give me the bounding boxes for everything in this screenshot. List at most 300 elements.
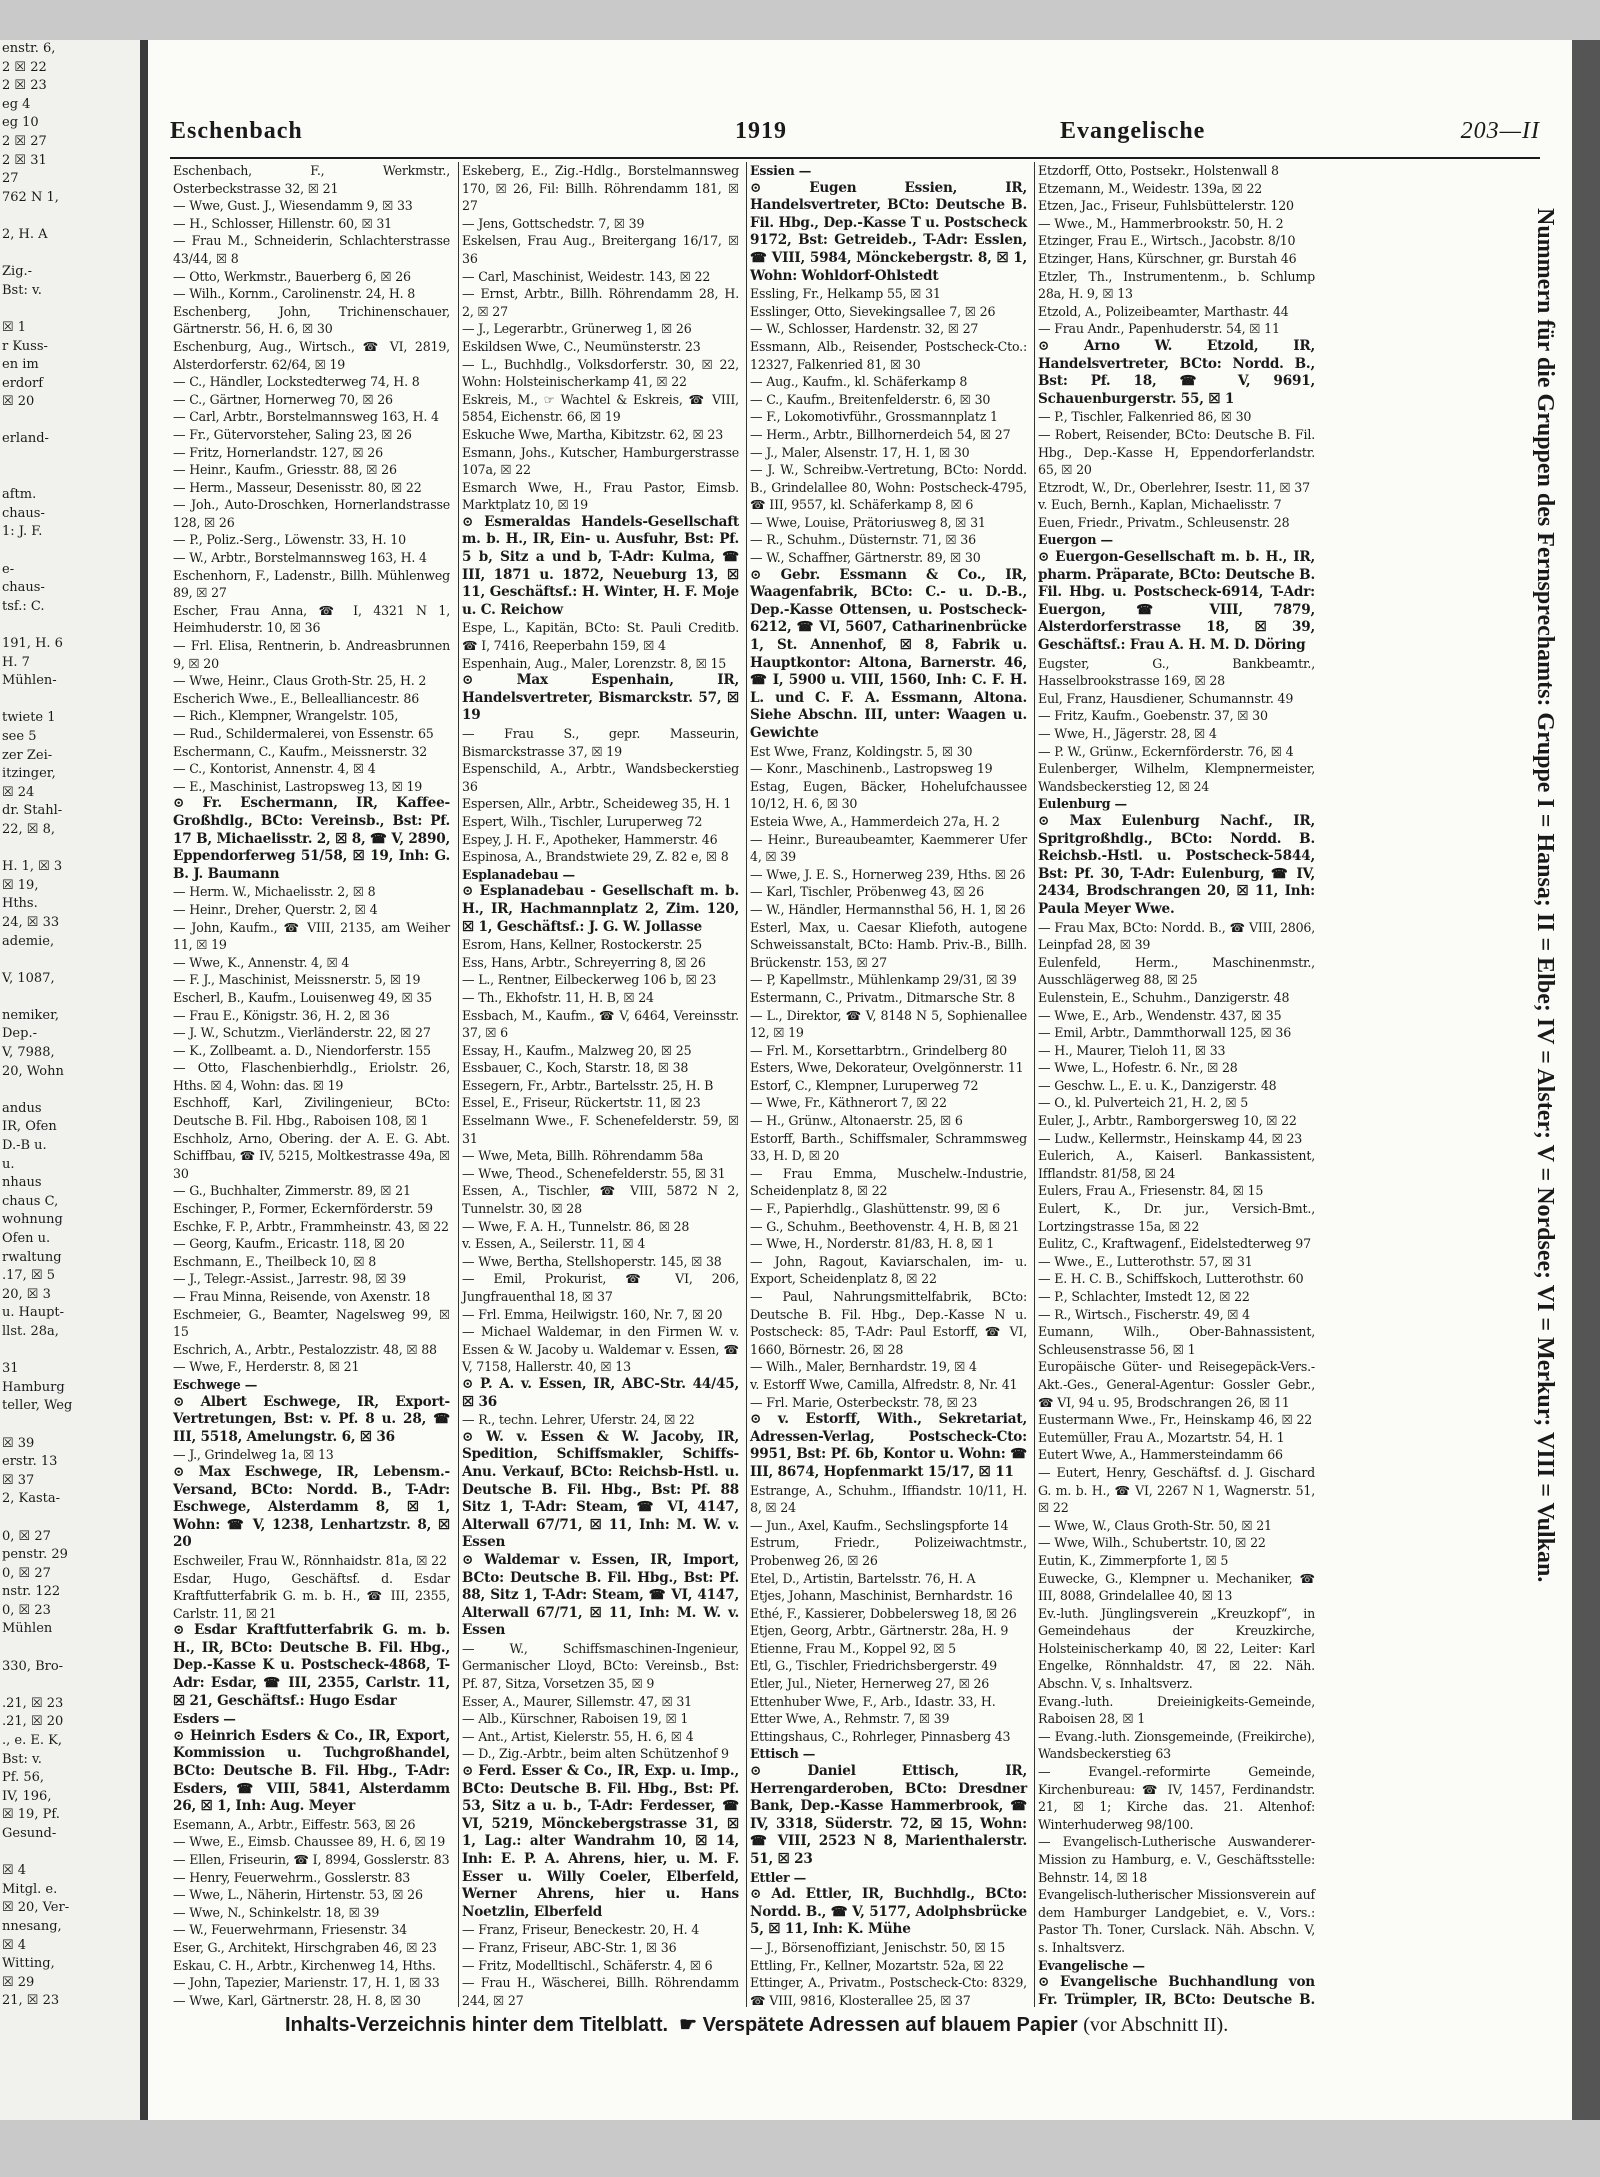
prev-page-fragment: 762 N 1, bbox=[2, 189, 59, 205]
directory-entry: — K., Zollbeamt. a. D., Niendorferstr. 155 bbox=[173, 1042, 431, 1058]
header-page-number: 203—II bbox=[1460, 118, 1540, 144]
directory-entry: — Wwe, Bertha, Stellshoperstr. 145, ☒ 38 bbox=[462, 1253, 722, 1269]
directory-entry: ⊙ Gebr. Essmann & Co., IR, Waagenfabrik, BCto: C.- u. D.-B., Dep.-Kasse Ottensen, u. Postscheck-6212, ☎ VI, 5607, Catharinenbrücke 1, St. Annenhof, ☒ 8, Fabrik u. Hauptkontor: Altona, Barnerstr. 46, ☎ I, 5900 u. VIII, 1560, Inh: C. F. H. L. und C. F. A. Essmann, Altona. Siehe Abschn. III, unter: Waagen u. Gewichte bbox=[750, 566, 1027, 741]
directory-entry: Esselmann Wwe., F. Schenefelderstr. 59, ☒ 31 bbox=[462, 1113, 739, 1146]
directory-entry: — Frl. Marie, Osterbeckstr. 78, ☒ 23 bbox=[750, 1394, 978, 1410]
prev-page-fragment: 2 ☒ 23 bbox=[2, 78, 47, 94]
directory-entry: Etzinger, Frau E., Wirtsch., Jacobstr. 8/10 bbox=[1038, 233, 1296, 249]
column-4 bbox=[1034, 162, 1318, 2007]
prev-page-fragment bbox=[0, 1509, 140, 1528]
directory-entry: Evangelisch-lutherischer Missionsverein auf dem Hamburger Landgebiet, e. V., Vors.: Pastor Th. Toner, Curslack. Näh. Abschn. V, s. Inhaltsverz. bbox=[1038, 1887, 1315, 1955]
prev-page-fragment: eg 10 bbox=[2, 115, 39, 131]
directory-entry: Escherich Wwe., E., Bellealliancestr. 86 bbox=[173, 690, 420, 706]
prev-page-fragment: erland- bbox=[2, 431, 49, 447]
previous-page-fragment bbox=[0, 40, 148, 2120]
directory-entry: — P., Schlachter, Imstedt 12, ☒ 22 bbox=[1038, 1289, 1250, 1304]
directory-entry: — F., Lokomotivführ., Grossmannplatz 1 bbox=[750, 409, 998, 425]
directory-entry: Etienne, Frau M., Koppel 92, ☒ 5 bbox=[750, 1640, 956, 1656]
directory-entry: — Henry, Feuerwehrm., Gosslerstr. 83 bbox=[173, 1869, 411, 1885]
prev-page-fragment bbox=[0, 1844, 140, 1863]
directory-entry: ⊙ Max Eschwege, IR, Lebensm.-Versand, BCto: Nordd. B., T-Adr: Eschwege, Alsterdamm 8, ☒ 1, Wohn: ☎ V, 1238, Lenhartzstr. 8, ☒ 20 bbox=[173, 1463, 450, 1551]
directory-entry: — Evang.-luth. Zionsgemeinde, (Freikirche), Wandsbeckerstieg 63 bbox=[1038, 1728, 1315, 1762]
directory-entry: — Carl, Arbtr., Borstelmannsweg 163, H. 4 bbox=[173, 409, 439, 425]
directory-entry: — J., Maler, Alsenstr. 17, H. 1, ☒ 30 bbox=[750, 444, 970, 460]
directory-entry: — Jens, Gottschedstr. 7, ☒ 39 bbox=[462, 215, 645, 231]
prev-page-fragment bbox=[0, 412, 140, 431]
directory-entry: — Fr., Gütervorsteher, Saling 23, ☒ 26 bbox=[173, 426, 412, 442]
directory-entry: — Frau H., Wäscherei, Billh. Röhrendamm 244, ☒ 27 bbox=[462, 1975, 739, 2007]
directory-entry: Estermann, C., Privatm., Ditmarsche Str. 8 bbox=[750, 989, 1015, 1005]
prev-page-fragment: ☒ 39 bbox=[2, 1435, 35, 1451]
directory-entry: — Fritz, Kaufm., Goebenstr. 37, ☒ 30 bbox=[1038, 708, 1268, 724]
directory-entry: Eser, G., Architekt, Hirschgraben 46, ☒ 23 bbox=[173, 1939, 437, 1955]
directory-entry: Esdar, Hugo, Geschäftsf. d. Esdar Kraftfutterfabrik G. m. b. H., ☎ III, 2355, Carlstr. 11, ☒ 21 bbox=[173, 1570, 450, 1621]
directory-entry: — E. H. C. B., Schiffskoch, Lutterothstr. 60 bbox=[1038, 1271, 1304, 1287]
directory-entry: — Frau Andr., Papenhuderstr. 54, ☒ 11 bbox=[1038, 321, 1280, 337]
directory-entry: — Wwe, N., Schinkelstr. 18, ☒ 39 bbox=[173, 1904, 380, 1920]
directory-entry: — R., techn. Lehrer, Uferstr. 24, ☒ 22 bbox=[462, 1412, 695, 1428]
directory-entry: — P., Tischler, Falkenried 86, ☒ 30 bbox=[1038, 409, 1252, 425]
prev-page-fragment: ☒ 4 bbox=[2, 1863, 27, 1879]
directory-entry: Esteia Wwe, A., Hammerdeich 27a, H. 2 bbox=[750, 813, 1000, 829]
directory-entry: — H., Maurer, Tieloh 11, ☒ 33 bbox=[1038, 1042, 1226, 1058]
directory-entry: — Otto, Flaschenbierhdlg., Eriolstr. 26, Hths. ☒ 4, Wohn: das. ☒ 19 bbox=[173, 1060, 450, 1093]
directory-entry: — D., Zig.-Arbtr., beim alten Schützenhof 9 bbox=[462, 1746, 729, 1762]
prev-page-fragment: nemiker, bbox=[2, 1007, 60, 1023]
directory-entry: — Frau Minna, Reisende, von Axenstr. 18 bbox=[173, 1289, 431, 1304]
prev-page-fragment: ., e. E. K, bbox=[2, 1733, 62, 1749]
directory-entry: Escher, Frau Anna, ☎ I, 4321 N 1, Heimhuderstr. 10, ☒ 36 bbox=[173, 602, 450, 636]
directory-entry: ⊙ Heinrich Esders & Co., IR, Export, Kommission u. Tuchgroßhandel, BCto: Deutsche B. Fil. Hbg., T-Adr: Esders, ☎ VIII, 5841, Alsterdamm 26, ☒ 1, Inh: Aug. Meyer bbox=[173, 1727, 450, 1815]
prev-page-fragment bbox=[0, 1639, 140, 1658]
directory-entry: — R., Schuhm., Düsternstr. 71, ☒ 36 bbox=[750, 532, 976, 548]
directory-entry: Eschmeier, G., Beamter, Nagelsweg 99, ☒ 15 bbox=[173, 1306, 450, 1340]
directory-entry: — Frau M., Schneiderin, Schlachterstrasse 43/44, ☒ 8 bbox=[173, 233, 450, 266]
header-right-word: Evangelische bbox=[1060, 118, 1206, 144]
prev-page-fragment bbox=[0, 1081, 140, 1100]
directory-entry: — Fritz, Modelltischl., Schäferstr. 4, ☒ 6 bbox=[462, 1957, 713, 1973]
prev-page-fragment: 2, Kasta- bbox=[2, 1491, 61, 1507]
prev-page-fragment: e- bbox=[2, 561, 15, 577]
directory-entry: Est Wwe, Franz, Koldingstr. 5, ☒ 30 bbox=[750, 743, 973, 759]
directory-entry: — C., Kaufm., Breitenfelderstr. 6, ☒ 30 bbox=[750, 391, 991, 407]
directory-entry: Essbauer, C., Koch, Starstr. 18, ☒ 38 bbox=[462, 1060, 689, 1076]
directory-entry: Eulert, K., Dr. jur., Versich-Bmt., Lortzingstrasse 15a, ☒ 22 bbox=[1038, 1201, 1315, 1234]
directory-entry: Etter Wwe, A., Rehmstr. 7, ☒ 39 bbox=[750, 1711, 950, 1727]
directory-entry: — Frl. Emma, Heilwigstr. 160, Nr. 7, ☒ 20 bbox=[462, 1306, 723, 1322]
directory-entry: Eskelsen, Frau Aug., Breitergang 16/17, ☒ 36 bbox=[462, 233, 739, 266]
directory-entry: — Joh., Auto-Droschken, Hornerlandstrasse 128, ☒ 26 bbox=[173, 497, 450, 530]
book-gutter bbox=[140, 40, 148, 2120]
directory-entry: — Ludw., Kellermstr., Heinskamp 44, ☒ 23 bbox=[1038, 1130, 1303, 1146]
directory-entry: — J., Telegr.-Assist., Jarrestr. 98, ☒ 39 bbox=[173, 1271, 406, 1287]
prev-page-fragment: llst. 28a, bbox=[2, 1323, 59, 1339]
prev-page-fragment: chaus- bbox=[2, 580, 45, 596]
directory-entry: ⊙ Evangelische Buchhandlung von Fr. Trümpler, IR, BCto: Deutsche B. bbox=[1038, 1974, 1315, 2007]
prev-page-fragment: Mühlen bbox=[2, 1621, 53, 1637]
directory-entry: Etzler, Th., Instrumentenm., b. Schlump 28a, H. 9, ☒ 13 bbox=[1038, 268, 1315, 302]
prev-page-fragment: dr. Stahl- bbox=[2, 803, 63, 819]
prev-page-fragment: ☒ 37 bbox=[2, 1472, 35, 1488]
directory-entry: — Karl, Tischler, Pröbenweg 43, ☒ 26 bbox=[750, 884, 984, 900]
prev-page-fragment bbox=[0, 300, 140, 319]
prev-page-fragment: Ofen u. bbox=[2, 1231, 51, 1246]
directory-entry: — C., Gärtner, Hornerweg 70, ☒ 26 bbox=[173, 391, 393, 407]
directory-entry: ⊙ Esdar Kraftfutterfabrik G. m. b. H., IR, BCto: Deutsche B. Fil. Hbg., Dep.-Kasse K u. Postscheck-4868, T-Adr: Esdar, ☎ III, 2355, Carlstr. 11, ☒ 21, Geschäftsf.: Hugo Esdar bbox=[173, 1622, 450, 1709]
directory-entry: — Robert, Reisender, BCto: Deutsche B. Fil. Hbg., Dep.-Kasse H, Eppendorferlandstr. 65, ☒ 20 bbox=[1038, 426, 1315, 478]
directory-entry: Etzdorff, Otto, Postsekr., Holstenwall 8 bbox=[1038, 163, 1279, 178]
directory-entry: Espenschild, A., Arbtr., Wandsbeckerstieg 36 bbox=[462, 761, 739, 794]
directory-entry: Essegern, Fr., Arbtr., Bartelsstr. 25, H. B bbox=[462, 1077, 714, 1093]
directory-entry: — Evangel.-reformirte Gemeinde, Kirchenbureau: ☎ IV, 1457, Ferdinandstr. 21, ☒ 1; Kirche das. 21. Altenhof: Winterhuderweg 98/100. bbox=[1038, 1764, 1315, 1832]
directory-entry: Esplanadebau — bbox=[462, 866, 575, 882]
directory-entry: — Evangelisch-Lutherische Auswanderer-Mission zu Hamburg, e. V., Geschäftsstelle: Behnstr. 14, ☒ 18 bbox=[1038, 1834, 1315, 1885]
directory-entry: — Wwe, F., Herderstr. 8, ☒ 21 bbox=[173, 1359, 360, 1375]
prev-page-fragment: 2 ☒ 27 bbox=[2, 133, 47, 149]
prev-page-fragment: Bst: v. bbox=[2, 1751, 42, 1767]
directory-entry: Eschermann, C., Kaufm., Meissnerstr. 32 bbox=[173, 743, 428, 759]
prev-page-fragment: itzinger, bbox=[2, 766, 56, 782]
directory-entry: — J. W., Schutzm., Vierländerstr. 22, ☒ 27 bbox=[173, 1025, 431, 1041]
directory-entry: Eulers, Frau A., Friesenstr. 84, ☒ 15 bbox=[1038, 1183, 1264, 1199]
directory-entry: — J., Börsenoffiziant, Jenischstr. 50, ☒ 15 bbox=[750, 1939, 1006, 1955]
directory-entry: Eumann, Wilh., Ober-Bahnassistent, Schleusenstrasse 56, ☒ 1 bbox=[1038, 1324, 1315, 1357]
directory-entry: Eugster, G., Bankbeamtr., Hasselbrookstrasse 169, ☒ 28 bbox=[1038, 655, 1315, 689]
directory-entry: Espey, J. H. F., Apotheker, Hammerstr. 46 bbox=[462, 831, 718, 847]
prev-page-fragment: nstr. 122 bbox=[2, 1584, 61, 1600]
prev-page-fragment: ☒ 20, Ver- bbox=[2, 1900, 70, 1916]
directory-entry: — Jun., Axel, Kaufm., Sechslingspforte 14 bbox=[750, 1517, 1009, 1533]
directory-entry: Esmann, Johs., Kutscher, Hamburgerstrasse 107a, ☒ 22 bbox=[462, 444, 739, 478]
directory-entry: — Wwe, H., Jägerstr. 28, ☒ 4 bbox=[1038, 726, 1217, 741]
directory-entry: — Wwe, Theod., Schenefelderstr. 55, ☒ 31 bbox=[462, 1165, 726, 1181]
prev-page-fragment: nnesang, bbox=[2, 1918, 62, 1934]
directory-entry: ⊙ Daniel Ettisch, IR, Herrengarderoben, BCto: Dresdner Bank, Dep.-Kasse Hammerbrook, ☎ IV, 3318, Süderstr. 72, ☒ 15, Wohn: ☎ VIII, 2523 N 8, Marienthalerstr. 51, ☒ 23 bbox=[750, 1763, 1027, 1867]
prev-page-fragment: ☒ 20 bbox=[2, 394, 35, 410]
prev-page-fragment: u. Haupt- bbox=[2, 1305, 65, 1321]
directory-entry: ⊙ Fr. Eschermann, IR, Kaffee-Großhdlg., BCto: Vereinsb., Bst: Pf. 17 B, Michaelisstr. 2, ☒ 8, ☎ V, 2890, Eppendorferweg 51/58, ☒ 19, Inh: G. B. J. Baumann bbox=[173, 795, 450, 882]
prev-page-fragment: wohnung bbox=[2, 1212, 63, 1228]
directory-entry: Eulerich, A., Kaiserl. Bankassistent, Ifflandstr. 81/58, ☒ 24 bbox=[1038, 1148, 1315, 1181]
column-1 bbox=[170, 162, 453, 2007]
directory-entry: — Wilh., Kornm., Carolinenstr. 24, H. 8 bbox=[173, 286, 416, 302]
prev-page-fragment: 0, ☒ 23 bbox=[2, 1602, 51, 1618]
directory-entry: — John, Kaufm., ☎ VIII, 2135, am Weiher 11, ☒ 19 bbox=[173, 919, 450, 953]
side-margin-text: Nummern für die Gruppen des Fernsprechamts: Gruppe I = Hansa; II = Elbe; IV = Alster; V = Nordsee; VI = Merkur; VIII = Vulkan. bbox=[1532, 208, 1558, 1583]
directory-entry: Eschhoff, Karl, Zivilingenieur, BCto: Deutsche B. Fil. Hbg., Raboisen 108, ☒ 1 bbox=[173, 1095, 450, 1129]
prev-page-fragment: en im bbox=[2, 357, 39, 373]
prev-page-fragment: H. 7 bbox=[2, 654, 30, 670]
directory-entry: — Konr., Maschinenb., Lastropsweg 19 bbox=[750, 761, 993, 777]
directory-entry: Escherl, B., Kaufm., Louisenweg 49, ☒ 35 bbox=[173, 989, 432, 1005]
prev-page-fragment: ☒ 29 bbox=[2, 1974, 35, 1990]
directory-entry: — John, Tapezier, Marienstr. 17, H. 1, ☒ 33 bbox=[173, 1975, 440, 1991]
prev-page-fragment: ☒ 19, Pf. bbox=[2, 1807, 60, 1823]
directory-entry: Euen, Friedr., Privatm., Schleusenstr. 28 bbox=[1038, 514, 1290, 530]
directory-entry: Ettisch — bbox=[750, 1746, 816, 1762]
directory-entry: Espert, Wilh., Tischler, Luruperweg 72 bbox=[462, 813, 703, 829]
directory-entry: — Rich., Klempner, Wrangelstr. 105, bbox=[173, 708, 399, 724]
prev-page-fragment: Pf. 56, bbox=[2, 1770, 45, 1786]
directory-entry: ⊙ Eugen Essien, IR, Handelsvertreter, BCto: Deutsche B. Fil. Hbg., Dep.-Kasse T u. Postscheck 9172, Bst: Getreideb., T-Adr: Esslen, ☎ VIII, 5984, Mönckebergstr. 8, ☒ 1, Wohn: Wohldorf-Ohlstedt bbox=[750, 179, 1027, 284]
directory-entry: — Franz, Friseur, ABC-Str. 1, ☒ 36 bbox=[462, 1939, 677, 1955]
directory-entry: Eschenbach, F., Werkmstr., Osterbeckstrasse 32, ☒ 21 bbox=[173, 163, 450, 196]
directory-entry: Eulenberger, Wilhelm, Klempnermeister, Wandsbeckerstieg 12, ☒ 24 bbox=[1038, 761, 1315, 794]
directory-entry: Ettingshaus, C., Rohrleger, Pinnasberg 43 bbox=[750, 1728, 1011, 1744]
directory-entry: — Wwe, K., Annenstr. 4, ☒ 4 bbox=[173, 954, 350, 970]
prev-page-fragment: chaus- bbox=[2, 505, 45, 521]
directory-entry: — W., Schlosser, Hardenstr. 32, ☒ 27 bbox=[750, 321, 979, 337]
directory-entry: — Herm., Masseur, Desenisstr. 80, ☒ 22 bbox=[173, 479, 422, 495]
directory-entry: — Ellen, Friseurin, ☎ I, 8994, Gosslerstr. 83 bbox=[173, 1852, 450, 1867]
directory-entry: — Fritz, Hornerlandstr. 127, ☒ 26 bbox=[173, 444, 383, 460]
directory-entry: Essay, H., Kaufm., Malzweg 20, ☒ 25 bbox=[462, 1042, 692, 1058]
directory-entry: — P., Poliz.-Serg., Löwenstr. 33, H. 10 bbox=[173, 532, 406, 548]
directory-entry: Eulenburg — bbox=[1038, 796, 1127, 812]
directory-entry: — L., Rentner, Eilbeckerweg 106 b, ☒ 23 bbox=[462, 972, 717, 988]
prev-page-fragment: chaus C, bbox=[2, 1193, 59, 1209]
directory-entry: Eschenberg, John, Trichinenschauer, Gärtnerstr. 56, H. 6, ☒ 30 bbox=[173, 303, 450, 337]
directory-entry: — Wwe, Fr., Käthnerort 7, ☒ 22 bbox=[750, 1095, 947, 1111]
directory-entry: — J., Grindelweg 1a, ☒ 13 bbox=[173, 1447, 334, 1463]
prev-page-fragment: u. bbox=[2, 1156, 15, 1172]
directory-entry: — G., Schuhm., Beethovenstr. 4, H. B, ☒ 21 bbox=[750, 1218, 1020, 1234]
header-rule bbox=[170, 157, 1540, 159]
prev-page-fragment: 27 bbox=[2, 171, 19, 187]
directory-entry: — P. W., Grünw., Eckernförderstr. 76, ☒ 4 bbox=[1038, 743, 1294, 759]
prev-page-fragment: 2 ☒ 22 bbox=[2, 59, 47, 75]
footer-late-addresses: Verspätete Adressen auf blauem Papier bbox=[702, 2014, 1078, 2036]
directory-entry: — Wwe, L., Näherin, Hirtenstr. 53, ☒ 26 bbox=[173, 1887, 423, 1903]
prev-page-fragment bbox=[0, 1342, 140, 1361]
directory-entry: Essien — bbox=[750, 163, 812, 178]
directory-entry: Ess, Hans, Arbtr., Schreyerring 8, ☒ 26 bbox=[462, 954, 706, 970]
prev-page-fragment: ademie, bbox=[2, 933, 55, 949]
directory-entry: Esters, Wwe, Dekorateur, Ovelgönnerstr. 11 bbox=[750, 1060, 1024, 1076]
directory-entry: — Wwe, Wilh., Schubertstr. 10, ☒ 22 bbox=[1038, 1535, 1266, 1551]
directory-entry: — Wwe, E., Eimsb. Chaussee 89, H. 6, ☒ 19 bbox=[173, 1834, 446, 1850]
directory-entry: Ettler — bbox=[750, 1869, 807, 1885]
prev-page-fragment: 0, ☒ 27 bbox=[2, 1528, 51, 1544]
directory-entry: — Wwe., E., Lutterothstr. 57, ☒ 31 bbox=[1038, 1253, 1253, 1269]
prev-page-fragment: IR, Ofen bbox=[2, 1119, 57, 1135]
directory-entry: Estag, Eugen, Bäcker, Hohelufchaussee 10/12, H. 6, ☒ 30 bbox=[750, 778, 1027, 812]
directory-entry: Etzemann, M., Weidestr. 139a, ☒ 22 bbox=[1038, 180, 1263, 196]
prev-page-fragment: andus bbox=[2, 1100, 42, 1116]
directory-entry: — Ant., Artist, Kielerstr. 55, H. 6, ☒ 4 bbox=[462, 1728, 694, 1744]
directory-entry: — Alb., Kürschner, Raboisen 19, ☒ 1 bbox=[462, 1711, 689, 1727]
prev-page-fragment bbox=[0, 616, 140, 635]
directory-entry: Espinosa, A., Brandstwiete 29, Z. 82 e, ☒ 8 bbox=[462, 849, 729, 865]
prev-page-fragment: IV, 196, bbox=[2, 1788, 52, 1804]
directory-entry: ⊙ Max Espenhain, IR, Handelsvertreter, Bismarckstr. 57, ☒ 19 bbox=[462, 672, 739, 724]
directory-entry: Eschwege — bbox=[173, 1376, 258, 1392]
directory-entry: — Geschw. L., E. u. K., Danzigerstr. 48 bbox=[1038, 1077, 1277, 1093]
directory-entry: Estorff, Barth., Schiffsmaler, Schrammsweg 33, H. D, ☒ 20 bbox=[750, 1130, 1027, 1164]
directory-entry: — Wwe, Gust. J., Wiesendamm 9, ☒ 33 bbox=[173, 198, 413, 214]
directory-entry: — W., Händler, Hermannsthal 56, H. 1, ☒ 26 bbox=[750, 901, 1026, 917]
directory-entry: — Heinr., Dreher, Querstr. 2, ☒ 4 bbox=[173, 901, 378, 917]
directory-entry: — H., Schlosser, Hillenstr. 60, ☒ 31 bbox=[173, 215, 392, 231]
prev-page-fragment: rwaltung bbox=[2, 1249, 62, 1265]
directory-entry: — Wwe, F. A. H., Tunnelstr. 86, ☒ 28 bbox=[462, 1218, 690, 1234]
directory-entry: Essbach, M., Kaufm., ☎ V, 6464, Vereinsstr. 37, ☒ 6 bbox=[462, 1007, 739, 1041]
directory-entry: v. Euch, Bernh., Kaplan, Michaelisstr. 7 bbox=[1038, 497, 1282, 513]
prev-page-fragment bbox=[0, 1416, 140, 1435]
directory-entry: — Wwe, Karl, Gärtnerstr. 28, H. 8, ☒ 30 bbox=[173, 1992, 421, 2007]
directory-entry: Espersen, Allr., Arbtr., Scheideweg 35, H. 1 bbox=[462, 796, 732, 812]
directory-entry: — W., Feuerwehrmann, Friesenstr. 34 bbox=[173, 1922, 407, 1938]
prev-page-fragment bbox=[0, 449, 140, 468]
directory-entry: — Eutert, Henry, Geschäftsf. d. J. Gischard G. m. b. H., ☎ VI, 2267 N 1, Wagnerstr. 51, ☒ 22 bbox=[1038, 1464, 1315, 1516]
directory-entry: Euergon — bbox=[1038, 532, 1113, 548]
directory-entry: Eutemüller, Frau A., Mozartstr. 54, H. 1 bbox=[1038, 1429, 1285, 1445]
prev-page-fragment bbox=[0, 840, 140, 859]
directory-entry: — Wwe, Heinr., Claus Groth-Str. 25, H. 2 bbox=[173, 673, 427, 689]
page-footer bbox=[285, 2012, 1228, 2037]
prev-page-fragment bbox=[0, 1676, 140, 1695]
directory-entry: Etzinger, Hans, Kürschner, gr. Burstah 46 bbox=[1038, 250, 1297, 266]
directory-entry: Ethé, F., Kassierer, Dobbelersweg 18, ☒ 26 bbox=[750, 1605, 1017, 1621]
prev-page-fragment: ☒ 19, bbox=[2, 877, 39, 893]
directory-entry: — Emil, Arbtr., Dammthorwall 125, ☒ 36 bbox=[1038, 1025, 1292, 1041]
directory-entry: — R., Wirtsch., Fischerstr. 49, ☒ 4 bbox=[1038, 1306, 1250, 1322]
directory-entry: — Frl. Elisa, Rentnerin, b. Andreasbrunnen 9, ☒ 20 bbox=[173, 638, 450, 671]
directory-entry: Essling, Fr., Helkamp 55, ☒ 31 bbox=[750, 286, 941, 302]
prev-page-fragment: 191, H. 6 bbox=[2, 636, 63, 651]
directory-entry: — J., Legerarbtr., Grünerweg 1, ☒ 26 bbox=[462, 321, 692, 337]
prev-page-fragment: r Kuss- bbox=[2, 338, 48, 354]
directory-entry: ⊙ P. A. v. Essen, IR, ABC-Str. 44/45, ☒ 36 bbox=[462, 1375, 739, 1410]
directory-entry: Eschweiler, Frau W., Rönnhaidstr. 81a, ☒ 22 bbox=[173, 1552, 447, 1568]
directory-entry: ⊙ v. Estorff, With., Sekretariat, Adressen-Verlag, Postscheck-Cto: 9951, Bst: Pf. 6b, Kontor u. Wohn: ☎ III, 8674, Hopfenmarkt 15/17, ☒ 11 bbox=[750, 1411, 1027, 1480]
directory-entry: Euwecke, G., Klempner u. Mechaniker, ☎ III, 8088, Grindelallee 40, ☒ 13 bbox=[1038, 1570, 1315, 1604]
directory-entry: — E., Maschinist, Lastropsweg 13, ☒ 19 bbox=[173, 778, 423, 794]
directory-entry: Eustermann Wwe., Fr., Heinskamp 46, ☒ 22 bbox=[1038, 1412, 1313, 1428]
prev-page-fragment: Dep.- bbox=[2, 1026, 37, 1042]
directory-entry: — Frl. M., Korsettarbtrn., Grindelberg 80 bbox=[750, 1042, 1007, 1058]
directory-entry: — Carl, Maschinist, Weidestr. 143, ☒ 22 bbox=[462, 268, 711, 284]
prev-page-fragment: ☒ 1 bbox=[2, 319, 27, 335]
header-year: 1919 bbox=[735, 118, 787, 144]
pointing-hand-icon: ☛ bbox=[679, 2014, 698, 2036]
directory-entry: — P, Kapellmstr., Mühlenkamp 29/31, ☒ 39 bbox=[750, 972, 1017, 988]
directory-entry: — Wwe, W., Claus Groth-Str. 50, ☒ 21 bbox=[1038, 1517, 1272, 1533]
prev-page-fragment: 21, ☒ 23 bbox=[2, 1993, 60, 2009]
directory-entry: — G., Buchhalter, Zimmerstr. 89, ☒ 21 bbox=[173, 1183, 411, 1199]
prev-page-fragment: tsf.: C. bbox=[2, 598, 45, 614]
directory-entry: Essel, E., Friseur, Rückertstr. 11, ☒ 23 bbox=[462, 1095, 701, 1111]
directory-entry: — Michael Waldemar, in den Firmen W. v. Essen & W. Jacoby u. Waldemar v. Essen, ☎ V, 7158, Hallerstr. 40, ☒ 13 bbox=[462, 1324, 739, 1375]
directory-entry: Evangelische — bbox=[1038, 1957, 1145, 1973]
prev-page-fragment: 0, ☒ 27 bbox=[2, 1565, 51, 1581]
directory-entry: ⊙ Esmeraldas Handels-Gesellschaft m. b. H., IR, Ein- u. Ausfuhr, Bst: Pf. 5 b, Sitz a und b, T-Adr: Kulma, ☎ III, 1871 u. 1872, Neueburg 13, ☒ 11, Geschäftsf.: H. Winter, H. F. Moje u. C. Reichow bbox=[462, 513, 739, 618]
directory-entry: — Wwe, H., Norderstr. 81/83, H. 8, ☒ 1 bbox=[750, 1236, 995, 1252]
prev-page-fragment: enstr. 6, bbox=[2, 41, 56, 56]
directory-entry: — Paul, Nahrungsmittelfabrik, BCto: Deutsche B. Fil. Hbg., Dep.-Kasse N u. Postscheck: 85, T-Adr: Paul Estorff, ☎ VI, 1660, Börnestr. 26, ☒ 28 bbox=[750, 1289, 1027, 1357]
directory-entry: Eschmann, E., Theilbeck 10, ☒ 8 bbox=[173, 1253, 377, 1269]
prev-page-fragment: .21, ☒ 23 bbox=[2, 1695, 64, 1711]
directory-entry: — Emil, Prokurist, ☎ VI, 206, Jungfrauenthal 18, ☒ 37 bbox=[462, 1271, 739, 1304]
directory-entry: ⊙ Esplanadebau - Gesellschaft m. b. H., IR, Hachmannplatz 2, Zim. 120, ☒ 1, Geschäftsf.: J. G. W. Jollasse bbox=[462, 883, 739, 935]
side-margin-note bbox=[1520, 208, 1568, 1768]
directory-entry: Eulitz, C., Kraftwagenf., Eidelstedterweg 97 bbox=[1038, 1236, 1311, 1252]
directory-entry: — Wwe, Louise, Prätoriusweg 8, ☒ 31 bbox=[750, 514, 986, 530]
prev-page-fragment: 330, Bro- bbox=[2, 1658, 64, 1674]
directory-entry: Esrom, Hans, Kellner, Rostockerstr. 25 bbox=[462, 937, 702, 953]
directory-entry: — Otto, Werkmstr., Bauerberg 6, ☒ 26 bbox=[173, 268, 411, 284]
prev-page-fragment: erdorf bbox=[2, 375, 44, 391]
directory-entry: Esslinger, Otto, Sievekingsallee 7, ☒ 26 bbox=[750, 303, 996, 319]
directory-entry: — W., Schiffsmaschinen-Ingenieur, Germanischer Lloyd, BCto: Vereinsb., Bst: Pf. 87, Sitza, Vorsetzen 35, ☒ 9 bbox=[462, 1640, 739, 1692]
footer-index-note: Inhalts-Verzeichnis hinter dem Titelblatt. bbox=[285, 2014, 669, 2036]
directory-entry: Ettinger, A., Privatm., Postscheck-Cto: 8329, ☎ VIII, 9816, Klosterallee 25, ☒ 37 bbox=[750, 1975, 1027, 2007]
prev-page-fragment: V, 7988, bbox=[2, 1045, 55, 1061]
directory-entry: Eulenstein, E., Schuhm., Danzigerstr. 48 bbox=[1038, 989, 1290, 1005]
directory-columns bbox=[170, 162, 1320, 2007]
prev-page-fragment: eg 4 bbox=[2, 96, 31, 112]
directory-entry: Etler, Jul., Nieter, Hernerweg 27, ☒ 26 bbox=[750, 1676, 990, 1692]
prev-page-fragment: Mitgl. e. bbox=[2, 1881, 58, 1897]
directory-entry: ⊙ W. v. Essen & W. Jacoby, IR, Spedition, Schiffsmakler, Schiffs-Anu. Verkauf, BCto: Reichsb-Hstl. u. Deutsche B. Fil. Hbg., Bst: Pf. 88 Sitz 1, T-Adr: Steam, ☎ VI, 4147, Alterwall 67/71, ☒ 11, Inh: M. W. v. Essen bbox=[462, 1428, 739, 1551]
directory-entry: Etl, G., Tischler, Friedrichsbergerstr. 49 bbox=[750, 1658, 997, 1674]
directory-entry: Etzen, Jac., Friseur, Fuhlsbüttelerstr. 120 bbox=[1038, 198, 1294, 214]
directory-entry: — Rud., Schildermalerei, von Essenstr. 65 bbox=[173, 726, 434, 741]
directory-entry: Etjen, Georg, Arbtr., Gärtnerstr. 28a, H. 9 bbox=[750, 1623, 1009, 1639]
prev-page-fragment bbox=[0, 207, 140, 226]
prev-page-fragment: aftm. bbox=[2, 487, 37, 503]
directory-entry: — Frau E., Königstr. 36, H. 2, ☒ 36 bbox=[173, 1007, 390, 1023]
directory-entry: Espenhain, Aug., Maler, Lorenzstr. 8, ☒ 15 bbox=[462, 655, 727, 671]
prev-page-fragment: H. 1, ☒ 3 bbox=[2, 859, 63, 875]
directory-entry: — Franz, Friseur, Beneckestr. 20, H. 4 bbox=[462, 1922, 700, 1938]
directory-entry: — Frau Max, BCto: Nordd. B., ☎ VIII, 2806, Leinpfad 28, ☒ 39 bbox=[1038, 919, 1315, 953]
footer-section-note: (vor Abschnitt II). bbox=[1083, 2014, 1229, 2036]
directory-entry: Euler, J., Arbtr., Ramborgersweg 10, ☒ 22 bbox=[1038, 1113, 1297, 1129]
prev-page-fragment: Mühlen- bbox=[2, 673, 57, 689]
prev-page-fragment: 20, ☒ 3 bbox=[2, 1286, 51, 1302]
directory-entry: — W., Arbtr., Borstelmannsweg 163, H. 4 bbox=[173, 550, 427, 566]
prev-page-fragment: 2 ☒ 31 bbox=[2, 152, 47, 168]
directory-entry: — Herm., Arbtr., Billhornerdeich 54, ☒ 27 bbox=[750, 426, 1011, 442]
directory-entry: Esterl, Max, u. Caesar Kliefoth, autogene Schweissanstalt, BCto: Hamb. Priv.-B., Billh. Brückenstr. 153, ☒ 27 bbox=[750, 919, 1027, 970]
directory-entry: — F. J., Maschinist, Meissnerstr. 5, ☒ 19 bbox=[173, 972, 421, 988]
prev-page-fragment: D.-B u. bbox=[2, 1138, 47, 1154]
directory-entry: Ettenhuber Wwe, F., Arb., Idastr. 33, H. bbox=[750, 1693, 996, 1709]
directory-entry: — Heinr., Bureaubeamter, Kaemmerer Ufer 4, ☒ 39 bbox=[750, 831, 1027, 865]
prev-page-fragment: 24, ☒ 33 bbox=[2, 914, 60, 930]
directory-entry: — Wwe., M., Hammerbrookstr. 50, H. 2 bbox=[1038, 215, 1284, 231]
directory-entry: — Th., Ekhofstr. 11, H. B, ☒ 24 bbox=[462, 989, 654, 1005]
prev-page-fragment: 1: J. F. bbox=[2, 524, 43, 540]
directory-entry: — Aug., Kaufm., kl. Schäferkamp 8 bbox=[750, 374, 968, 390]
directory-entry: Eschke, F. P., Arbtr., Frammheinstr. 43, ☒ 22 bbox=[173, 1218, 449, 1234]
column-2 bbox=[458, 162, 742, 2007]
directory-entry: — Wwe, J. E. S., Hornerweg 239, Hths. ☒ 26 bbox=[750, 866, 1026, 882]
directory-entry: Espe, L., Kapitän, BCto: St. Pauli Creditb. ☎ I, 7416, Reeperbahn 159, ☒ 4 bbox=[462, 620, 739, 654]
prev-page-fragment: zer Zei- bbox=[2, 747, 53, 763]
prev-page-fragment: erstr. 13 bbox=[2, 1454, 58, 1470]
directory-entry: Estrange, A., Schuhm., Iffiandstr. 10/11, H. 8, ☒ 24 bbox=[750, 1482, 1027, 1516]
directory-entry: — L., Buchhdlg., Volksdorferstr. 30, ☒ 22, Wohn: Holsteinischerkamp 41, ☒ 22 bbox=[462, 356, 739, 390]
directory-entry: Eulenfeld, Herm., Maschinenmstr., Ausschlägerweg 88, ☒ 25 bbox=[1038, 954, 1315, 988]
prev-page-fragment bbox=[0, 691, 140, 710]
prev-page-fragment bbox=[0, 468, 140, 487]
prev-page-fragment: 20, Wohn bbox=[2, 1063, 64, 1079]
directory-entry: Eskeberg, E., Zig.-Hdlg., Borstelmannsweg 170, ☒ 26, Fil: Billh. Röhrendamm 181, ☒ 27 bbox=[462, 163, 739, 214]
directory-entry: — Ernst, Arbtr., Billh. Röhrendamm 28, H. 2, ☒ 27 bbox=[462, 286, 739, 319]
directory-entry: Evang.-luth. Dreieinigkeits-Gemeinde, Raboisen 28, ☒ 1 bbox=[1038, 1693, 1315, 1727]
